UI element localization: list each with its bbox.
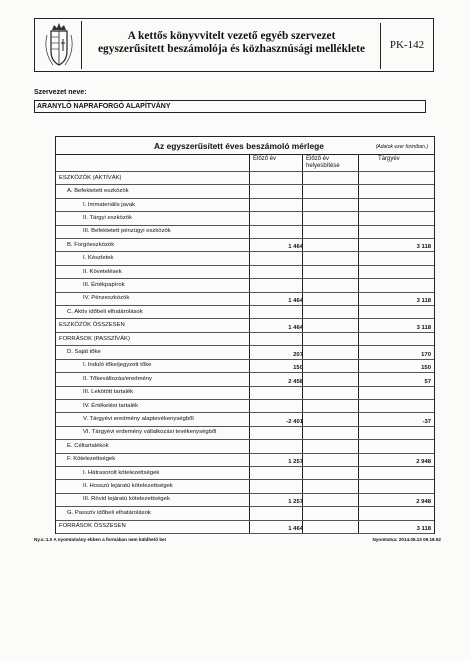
previous-year-value: 1 464: [288, 244, 303, 251]
table-row: [56, 386, 434, 400]
previous-year-value: 1 464: [288, 525, 303, 532]
row-label: IV. Pénzeszközök: [83, 295, 130, 302]
current-year-value: 2 948: [416, 458, 431, 465]
table-row: [56, 359, 434, 373]
row-label: V. Tárgyévi eredmény alaptevékenységből: [83, 416, 194, 423]
column-header-previous-year: Előző év: [253, 156, 277, 162]
table-row: [56, 426, 434, 440]
row-label: FORRÁSOK ÖSSZESEN: [59, 523, 126, 530]
table-title: Az egyszerűsített éves beszámoló mérlege: [154, 141, 324, 151]
table-row: [56, 466, 434, 480]
table-row: [56, 171, 434, 185]
table-row: [56, 345, 434, 359]
table-row: [56, 292, 434, 306]
previous-year-value: 2 458: [288, 378, 303, 385]
coat-of-arms-icon: [37, 21, 82, 69]
table-row: [56, 506, 434, 520]
table-row: [56, 265, 434, 279]
previous-year-value: -2 401: [286, 418, 303, 425]
row-label: I. Induló tőke/jegyzett tőke: [83, 362, 152, 369]
row-label: I. Hátrasorolt kötelezettségek: [83, 469, 160, 476]
table-row: [56, 225, 434, 239]
table-row: [56, 211, 434, 225]
row-label: B. Forgóeszközök: [67, 241, 115, 248]
table-row: [56, 278, 434, 292]
table-row: [56, 439, 434, 453]
row-label: FORRÁSOK (PASSZÍVÁK): [59, 335, 130, 342]
row-label: ESZKÖZÖK (AKTÍVÁK): [59, 174, 122, 181]
footer-note: Ny.v.:1.0 A nyomtatvány ebben a formában nem küldhető be!: [34, 537, 167, 542]
table-row: [56, 251, 434, 265]
table-row: [56, 372, 434, 386]
previous-year-value: 207: [293, 351, 303, 358]
row-label: A. Befektetett eszközök: [67, 188, 129, 195]
previous-year-value: 1 257: [288, 458, 303, 465]
organization-label: Szervezet neve:: [34, 89, 87, 96]
form-title: [83, 23, 381, 69]
row-label: I. Immateriális javak: [83, 201, 136, 208]
previous-year-value: 150: [293, 365, 303, 372]
row-label: III. Lekötött tartalék: [83, 389, 134, 396]
row-label: E. Céltartalékok: [67, 442, 109, 449]
column-header-current-year: Tárgyév: [378, 156, 400, 162]
form-header: [34, 18, 434, 72]
row-label: II. Követelések: [83, 268, 122, 275]
table-row: [56, 198, 434, 212]
row-label: G. Passzív időbeli elhatárolások: [67, 509, 151, 516]
row-label: F. Kötelezettségek: [67, 456, 116, 463]
previous-year-value: 1 257: [288, 499, 303, 506]
table-row: [56, 184, 434, 198]
row-label: I. Készletek: [83, 255, 114, 262]
current-year-value: 3 118: [416, 525, 431, 532]
row-label: D. Saját tőke: [67, 348, 101, 355]
table-unit-note: (Adatok ezer forintban.): [375, 144, 428, 150]
row-label: VI. Tárgyévi erdemény vállalkozási tevékenységből: [83, 429, 217, 436]
table-row: [56, 332, 434, 346]
current-year-value: 3 118: [416, 298, 431, 305]
current-year-value: 3 118: [416, 324, 431, 331]
row-label: III. Rövid lejáratú kötelezettségek: [83, 496, 170, 503]
organization-name: ARANYLÓ NAPRAFORGÓ ALAPÍTVÁNY: [34, 100, 426, 113]
form-code: PK-142: [389, 39, 425, 51]
row-label: ESZKÖZÖK ÖSSZESEN: [59, 322, 125, 329]
current-year-value: 3 118: [416, 244, 431, 251]
balance-sheet-table: [55, 136, 435, 534]
table-row: [56, 493, 434, 507]
previous-year-value: 1 464: [288, 298, 303, 305]
table-row: [56, 453, 434, 467]
table-row: [56, 479, 434, 493]
form-title-line2: egyszerűsített beszámolója és közhasznúsági melléklete: [98, 43, 365, 55]
row-label: C. Aktív időbeli elhatárolások: [67, 308, 143, 315]
current-year-value: 57: [424, 378, 431, 385]
table-row: [56, 305, 434, 319]
table-row: [56, 318, 434, 332]
footer-print-time: Nyomtatva: 2014.05.13 09.18.52: [372, 537, 441, 542]
current-year-value: 2 948: [416, 499, 431, 506]
table-row: [56, 520, 434, 534]
table-row: [56, 399, 434, 413]
current-year-value: -37: [422, 418, 431, 425]
row-label: II. Tőkeváltozás/eredmény: [83, 375, 152, 382]
previous-year-value: 1 464: [288, 324, 303, 331]
form-title-line1: A kettős könyvvitelt vezető egyéb szervezet: [127, 30, 336, 42]
column-header-correction: Előző év helyesbítése: [306, 156, 340, 169]
table-row: [56, 412, 434, 426]
row-label: II. Hosszú lejáratú kötelezettségek: [83, 483, 173, 490]
row-label: IV. Értékelési tartalék: [83, 402, 139, 409]
current-year-value: 150: [421, 365, 431, 372]
current-year-value: 170: [421, 351, 431, 358]
row-label: II. Tárgyi eszközök: [83, 214, 132, 221]
table-row: [56, 238, 434, 252]
row-label: III. Befektetett pénzügyi eszközök: [83, 228, 171, 235]
row-label: III. Értékpapírok: [83, 281, 125, 288]
table-title-row: [56, 137, 434, 155]
